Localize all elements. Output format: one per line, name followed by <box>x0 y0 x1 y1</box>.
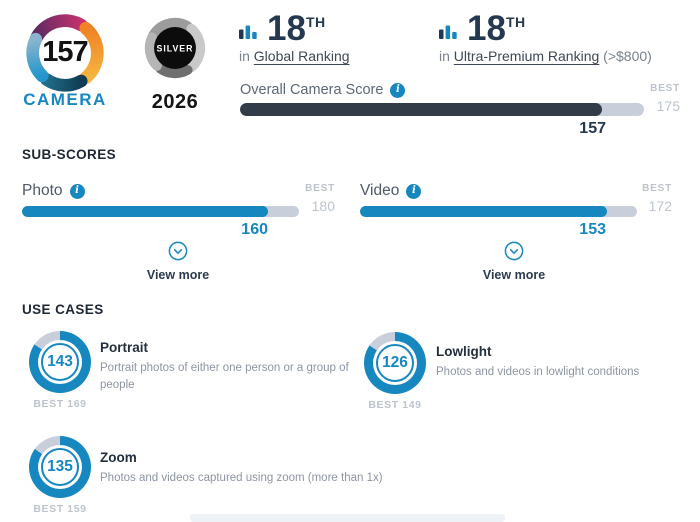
video-label-row <box>360 182 421 200</box>
logo-overall-score: 157 <box>42 35 88 68</box>
portrait-score-value: 143 <box>47 353 73 370</box>
ultra-premium-ranking-block <box>439 9 652 65</box>
zoom-text-block <box>100 450 430 487</box>
best-tag: BEST <box>642 183 672 194</box>
zoom-score-value: 135 <box>47 458 73 475</box>
video-score-bar-fill <box>360 206 607 217</box>
portrait-description: Portrait photos of either one person or a group of people <box>100 362 349 391</box>
lowlight-text-block <box>436 344 700 381</box>
ranking-bars-icon <box>239 22 259 39</box>
best-tag: BEST <box>650 83 680 94</box>
photo-score-bar-fill <box>22 206 268 217</box>
overall-score-value: 157 <box>579 120 606 137</box>
overall-score-label-row <box>240 82 405 98</box>
info-icon[interactable]: i <box>390 83 405 98</box>
photo-score-bar <box>22 206 299 217</box>
portrait-score-ring <box>29 331 91 393</box>
best-tag: BEST <box>305 183 335 194</box>
view-more-label: View more <box>146 268 210 282</box>
badge-medal-label: SILVER <box>156 43 194 54</box>
photo-view-more-button[interactable] <box>118 241 238 282</box>
zoom-best-label: BEST 159 <box>33 503 87 515</box>
video-score-value: 153 <box>579 221 606 238</box>
portrait-score-ring-block <box>29 331 91 410</box>
chevron-down-circle-icon <box>168 241 188 261</box>
best-value: 175 <box>656 98 680 114</box>
rank-value: 18TH <box>267 9 326 48</box>
overall-score-label: Overall Camera Score <box>240 82 384 98</box>
view-more-label: View more <box>482 268 546 282</box>
lowlight-score-ring-block <box>364 332 426 411</box>
portrait-best-label: BEST 169 <box>33 398 87 410</box>
lowlight-score-ring <box>364 332 426 394</box>
rank-caption: in Global Ranking <box>239 48 350 65</box>
zoom-score-ring <box>29 436 91 498</box>
lowlight-title: Lowlight <box>436 344 492 359</box>
ultra-premium-ranking-link[interactable]: Ultra-Premium Ranking <box>453 48 600 65</box>
video-label: Video <box>360 182 400 199</box>
chevron-down-circle-icon <box>504 241 524 261</box>
best-value: 180 <box>311 198 335 214</box>
use-cases-title: USE CASES <box>22 302 104 317</box>
zoom-score-ring-block <box>29 436 91 515</box>
global-ranking-block <box>239 9 350 65</box>
portrait-text-block <box>100 340 386 393</box>
camera-logo-label: CAMERA <box>23 90 107 109</box>
info-icon[interactable]: i <box>406 184 421 199</box>
photo-label-row <box>22 182 85 200</box>
ranking-bars-icon <box>439 22 459 39</box>
sub-scores-title: SUB-SCORES <box>22 147 117 162</box>
photo-score-value: 160 <box>241 221 268 238</box>
partial-next-section <box>190 514 505 522</box>
lowlight-best-label: BEST 149 <box>368 399 422 411</box>
rank-value: 18TH <box>467 9 526 48</box>
silver-award-badge-icon <box>136 9 214 87</box>
video-score-bar <box>360 206 637 217</box>
overall-score-bar <box>240 103 644 116</box>
lowlight-score-value: 126 <box>382 354 408 371</box>
badge-year-label: 2026 <box>151 91 199 113</box>
lowlight-description: Photos and videos in lowlight conditions <box>436 366 640 378</box>
video-view-more-button[interactable] <box>454 241 574 282</box>
rank-caption: in Ultra-Premium Ranking (>$800) <box>439 48 652 65</box>
best-value: 172 <box>648 198 672 214</box>
zoom-description: Photos and videos captured using zoom (more than 1x) <box>100 472 383 484</box>
zoom-title: Zoom <box>100 450 137 465</box>
portrait-title: Portrait <box>100 340 149 355</box>
overall-score-bar-fill <box>240 103 602 116</box>
info-icon[interactable]: i <box>70 184 85 199</box>
photo-label: Photo <box>22 182 63 199</box>
global-ranking-link[interactable]: Global Ranking <box>253 48 350 65</box>
